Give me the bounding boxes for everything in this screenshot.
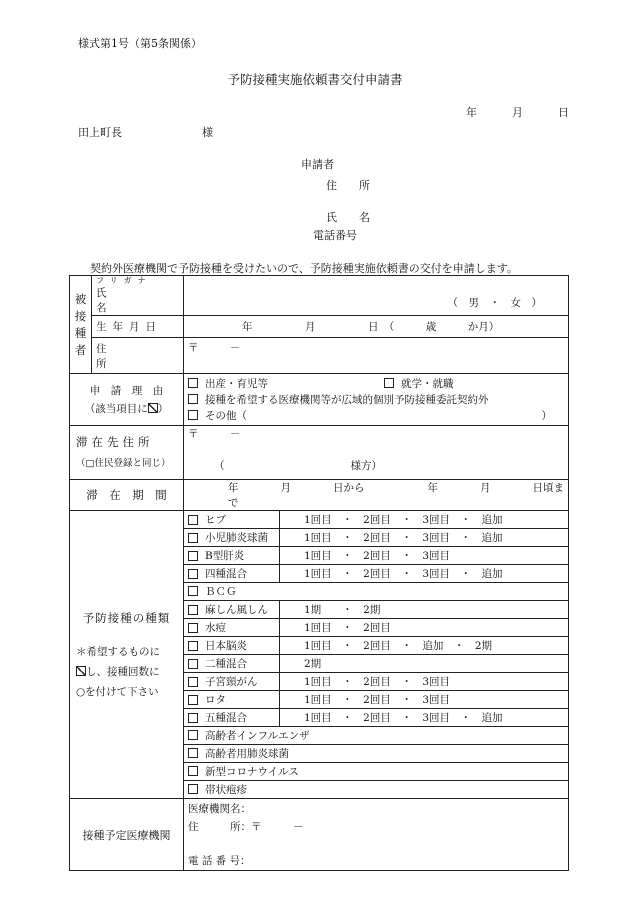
vaccine-row	[184, 511, 569, 529]
checkbox-icon[interactable]	[188, 551, 198, 561]
vaccine-row	[184, 673, 569, 691]
vaccine-row	[184, 709, 569, 727]
checkbox-icon[interactable]	[188, 533, 198, 543]
vaccine-label-cell	[70, 511, 184, 799]
checkbox-icon[interactable]	[188, 410, 198, 420]
subject-address-field[interactable]: 〒 －	[184, 338, 569, 374]
checkbox-icon[interactable]	[188, 695, 198, 705]
subject-address-label: 住 所	[92, 338, 184, 374]
vaccine-hepb[interactable]: B型肝炎	[184, 547, 280, 564]
vaccine-note-line3: ○を付けて下さい	[76, 685, 159, 698]
intro-text: 契約外医療機関で予防接種を受けたいので、予防接種実施依頼書の交付を申請します。	[90, 262, 518, 275]
reason-label: 申 請 理 由	[89, 384, 164, 397]
vaccine-type-label: 予防接種の種類	[82, 610, 171, 625]
vaccine-bcg[interactable]: ＢＣＧ	[188, 584, 237, 599]
vaccine-pcv[interactable]: 小児肺炎球菌	[184, 529, 280, 546]
vaccine-shingles[interactable]: 帯状疱疹	[188, 782, 247, 797]
vaccine-covid[interactable]: 新型コロナウイルス	[188, 764, 299, 779]
stay-address-field[interactable]: 〒 － （ 様方）	[184, 426, 569, 480]
vaccine-doses[interactable]: 1回目 ・ 2回目	[304, 622, 391, 634]
checkbox-icon[interactable]	[188, 586, 198, 596]
date-day: 日	[558, 106, 569, 119]
birth-field[interactable]: 年 月 日 （ 歳 か月）	[184, 316, 569, 338]
vaccine-hib[interactable]: ヒブ	[184, 511, 280, 528]
vaccine-row	[184, 619, 569, 637]
page-title: 予防接種実施依頼書交付申請書	[227, 72, 403, 87]
checkbox-icon[interactable]	[188, 623, 198, 633]
checkbox-icon[interactable]	[188, 605, 198, 615]
same-as-registered[interactable]: （□住民登録と同じ）	[76, 457, 171, 469]
birth-label: 生年月日	[92, 316, 184, 338]
vaccine-row	[184, 565, 569, 583]
furigana-label: フリガナ	[96, 276, 152, 285]
checkbox-icon[interactable]	[384, 378, 394, 388]
stay-address-label: 滞在先住所	[76, 434, 154, 449]
subject-name-field[interactable]	[184, 276, 569, 316]
checkbox-icon[interactable]	[188, 378, 198, 388]
vaccine-hpv[interactable]: 子宮頸がん	[184, 673, 280, 690]
vaccine-row	[184, 601, 569, 619]
clinic-fields	[184, 799, 569, 871]
vaccine-elderly-flu[interactable]: 高齢者インフルエンザ	[188, 728, 310, 743]
checkbox-icon[interactable]	[188, 677, 198, 687]
stay-period-field[interactable]: 年 月 日から 年 月 日頃まで	[184, 480, 569, 511]
form-number: 様式第1号（第5条関係）	[78, 37, 202, 50]
gender-selector[interactable]: （ 男 ・ 女 ）	[447, 297, 542, 309]
vaccine-row	[184, 745, 569, 763]
reason-option-childcare[interactable]: 出産・育児等	[188, 376, 384, 392]
vaccine-doses[interactable]: 1回目 ・ 2回目 ・ 3回目 ・ 追加	[304, 514, 503, 526]
subject-name-label: 氏 名	[96, 287, 197, 314]
vaccine-mr[interactable]: 麻しん風しん	[184, 601, 280, 618]
vaccine-doses[interactable]: 1回目 ・ 2回目 ・ 追加 ・ 2期	[304, 640, 493, 652]
vaccine-doses[interactable]: 1回目 ・ 2回目 ・ 3回目	[304, 694, 451, 706]
applicant-name-label: 氏 名	[326, 211, 370, 224]
clinic-name-field[interactable]: 医療機関名：	[188, 803, 251, 815]
date-month: 月	[512, 106, 523, 119]
subject-group-label: 被 接 種 者	[70, 276, 92, 374]
clinic-phone-field[interactable]: 電 話 番 号：	[188, 855, 251, 867]
checkbox-icon[interactable]	[188, 515, 198, 525]
vaccine-doses[interactable]: 1回目 ・ 2回目 ・ 3回目 ・ 追加	[304, 532, 503, 544]
clinic-label: 接種予定医療機関	[70, 799, 184, 871]
checkbox-icon[interactable]	[188, 748, 198, 758]
vaccine-varicella[interactable]: 水痘	[184, 619, 280, 636]
vaccine-row	[184, 529, 569, 547]
reason-option-school-work[interactable]: 就学・就職	[384, 376, 454, 392]
vaccine-row	[184, 547, 569, 565]
applicant-address-label: 住 所	[326, 179, 370, 192]
checkmark-box-icon	[148, 403, 158, 413]
checkbox-icon[interactable]	[188, 766, 198, 776]
vaccine-row	[184, 763, 569, 781]
reason-label-cell	[70, 374, 184, 426]
checkmark-box-icon	[76, 666, 86, 676]
vaccine-doses[interactable]: 1回目 ・ 2回目 ・ 3回目	[304, 550, 451, 562]
vaccine-row	[184, 655, 569, 673]
date-year: 年	[466, 106, 477, 119]
addressee: 田上町長	[78, 126, 122, 139]
vaccine-dtap-ipv[interactable]: 四種混合	[184, 565, 280, 582]
vaccine-five-in-one[interactable]: 五種混合	[184, 709, 280, 726]
vaccine-row	[184, 781, 569, 799]
date-line	[466, 104, 569, 120]
vaccine-dt[interactable]: 二種混合	[184, 655, 280, 672]
checkbox-icon[interactable]	[188, 659, 198, 669]
checkbox-icon[interactable]	[188, 641, 198, 651]
applicant-phone-label: 電話番号	[313, 229, 357, 242]
vaccine-row	[184, 637, 569, 655]
vaccine-rota[interactable]: ロタ	[184, 691, 280, 708]
vaccine-elderly-pneumo[interactable]: 高齢者用肺炎球菌	[188, 746, 289, 761]
checkbox-icon[interactable]	[188, 713, 198, 723]
vaccine-je[interactable]: 日本脳炎	[184, 637, 280, 654]
applicant-label: 申請者	[301, 158, 334, 171]
vaccine-doses[interactable]: 1期 ・ 2期	[304, 604, 381, 616]
vaccine-doses[interactable]: 1回目 ・ 2回目 ・ 3回目	[304, 676, 451, 688]
reason-sublabel: （該当項目に ）	[84, 402, 169, 415]
reason-options	[184, 374, 569, 426]
vaccine-doses[interactable]: 2期	[304, 658, 322, 670]
clinic-address-field[interactable]: 住 所：〒 －	[188, 821, 304, 833]
vaccine-note-line1: ＊希望するものに	[76, 645, 160, 658]
vaccine-doses[interactable]: 1回目 ・ 2回目 ・ 3回目 ・ 追加	[304, 568, 503, 580]
subject-name-label-cell	[92, 276, 197, 316]
vaccine-note-line2: し、接種回数に	[76, 662, 177, 682]
reason-option-out-of-contract[interactable]: 接種を希望する医療機関等が広域的個別予防接種委託契約外	[188, 392, 564, 408]
vaccine-row	[184, 691, 569, 709]
stay-period-label: 滞 在 期 間	[70, 480, 184, 511]
addressee-suffix: 様	[202, 126, 213, 139]
vaccine-row	[184, 583, 569, 601]
checkbox-icon[interactable]	[188, 569, 198, 579]
checkbox-icon[interactable]	[188, 394, 198, 404]
application-table	[69, 275, 569, 871]
stay-address-label-cell	[70, 426, 184, 480]
checkbox-icon[interactable]	[188, 784, 198, 794]
reason-option-other[interactable]: その他（ ）	[188, 408, 564, 424]
checkbox-icon[interactable]	[188, 730, 198, 740]
vaccine-doses[interactable]: 1回目 ・ 2回目 ・ 3回目 ・ 追加	[304, 712, 503, 724]
vaccine-row	[184, 727, 569, 745]
